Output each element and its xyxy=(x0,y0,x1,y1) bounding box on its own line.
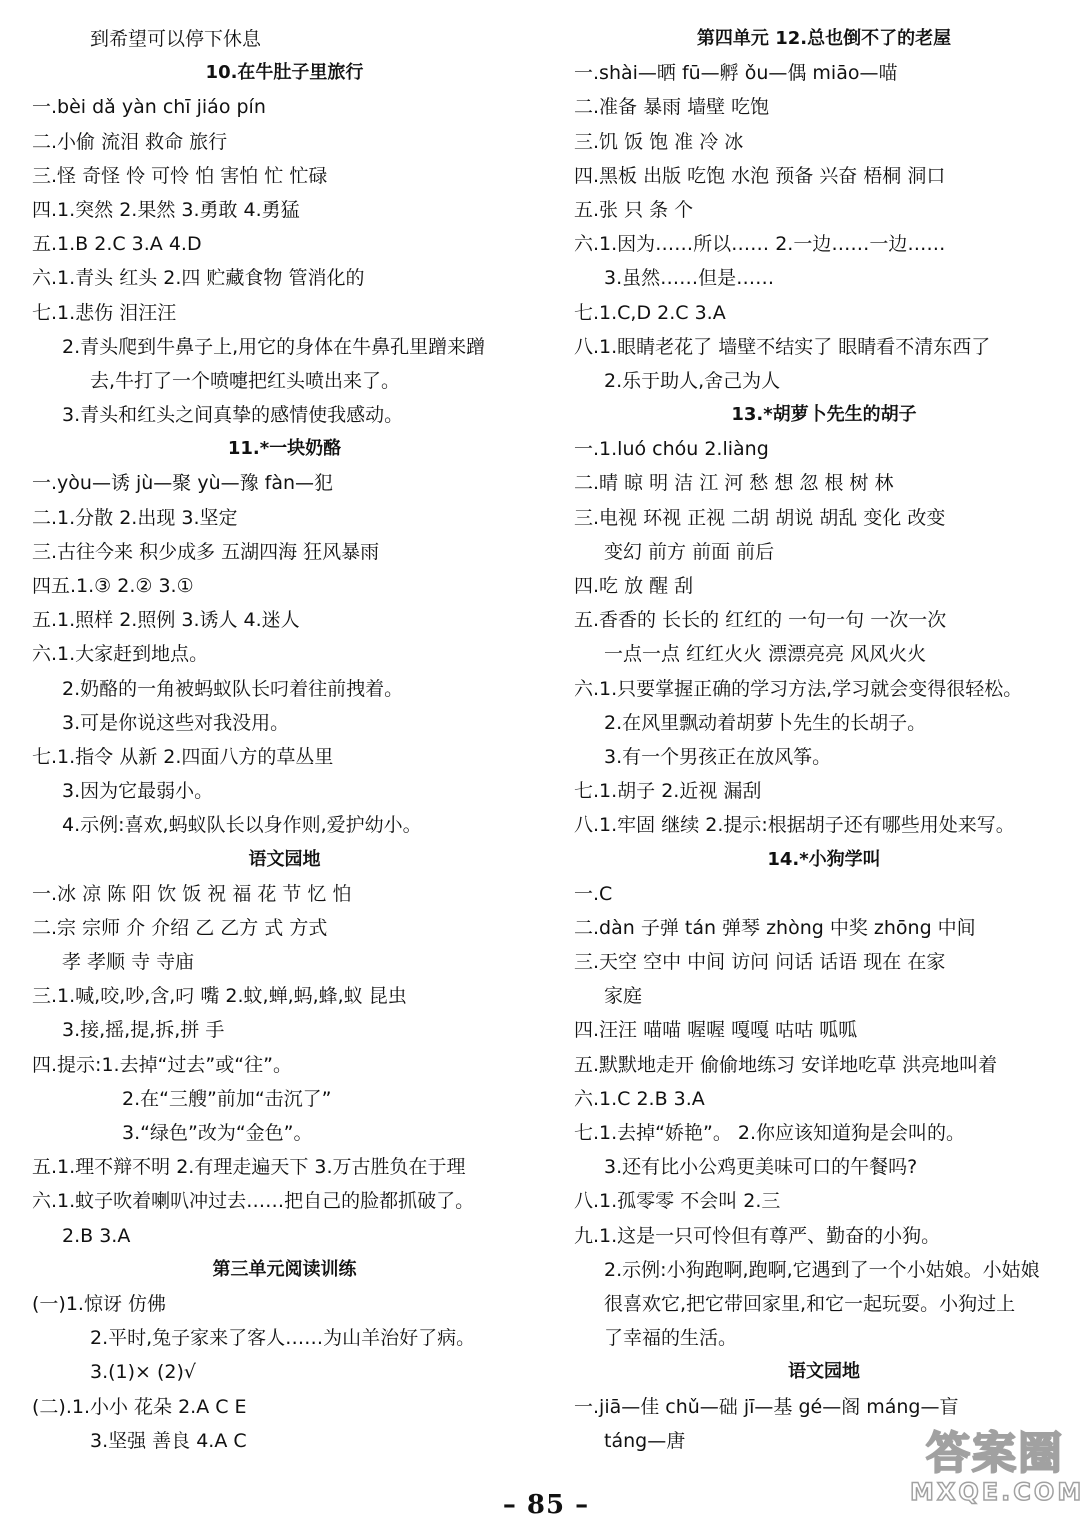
answer-line: 一.yòu—诱 jù—聚 yù—豫 fàn—犯 xyxy=(32,472,334,495)
answer-line: 七.1.指令 从新 2.四面八方的草丛里 xyxy=(32,745,334,768)
answer-line: 2.在风里飘动着胡萝卜先生的长胡子。 xyxy=(604,711,927,734)
section-heading: 语文园地 xyxy=(788,1361,860,1383)
answer-line: 四.提示:1.去掉“过去”或“往”。 xyxy=(32,1053,292,1076)
section-heading: 第四单元 12.总也倒不了的老屋 xyxy=(696,28,952,49)
answer-line: 六.1.大家赶到地点。 xyxy=(32,643,209,666)
answer-line: 三.1.喊,咬,吵,含,叼 嘴 2.蚊,蝉,蚂,蜂,蚁 昆虫 xyxy=(32,985,407,1008)
answer-line: 三.饥 饭 饱 准 冷 冰 xyxy=(574,130,744,153)
watermark-en: MXQE.COM xyxy=(910,1478,1085,1506)
answer-line: 二.宗 宗师 介 介绍 乙 乙方 式 方式 xyxy=(32,916,328,939)
answer-line: 五.默默地走开 偷偷地练习 安详地吃草 洪亮地叫着 xyxy=(574,1053,998,1076)
answer-line: 2.乐于助人,舍己为人 xyxy=(604,369,781,392)
section-heading: 13.*胡萝卜先生的胡子 xyxy=(731,404,917,426)
section-heading: 语文园地 xyxy=(248,848,321,870)
answer-line: 到希望可以停下休息 xyxy=(90,28,262,50)
answer-line: 五.1.照样 2.照例 3.诱人 4.迷人 xyxy=(32,609,300,632)
answer-line: 一.冰 凉 陈 阳 饮 饭 祝 福 花 节 忆 怕 xyxy=(32,882,352,905)
answer-line: 2.平时,兔子家来了客人……为山羊治好了病。 xyxy=(90,1327,476,1350)
watermark-cn: 答案圈 xyxy=(926,1428,1064,1479)
answer-line: 八.1.牢固 继续 2.提示:根据胡子还有哪些用处来写。 xyxy=(574,814,1015,837)
answer-line: 一.jiā—佳 chǔ—础 jī—基 gé—阁 máng—盲 xyxy=(574,1395,959,1418)
answer-line: 四.黑板 出版 吃饱 水泡 预备 兴奋 梧桐 洞口 xyxy=(574,164,946,187)
section-heading: 14.*小狗学叫 xyxy=(767,848,881,870)
answer-line: 七.1.C,D 2.C 3.A xyxy=(574,301,726,324)
answer-line: 八.1.眼睛老花了 墙壁不结实了 眼睛看不清东西了 xyxy=(574,335,991,358)
answer-line: 二.小偷 流泪 救命 旅行 xyxy=(32,130,228,153)
answer-line: 四五.1.③ 2.② 3.① xyxy=(32,575,194,597)
answer-line: 六.1.C 2.B 3.A xyxy=(574,1087,705,1110)
answer-line: 4.示例:喜欢,蚂蚁队长以身作则,爱护幼小。 xyxy=(62,814,422,837)
answer-line: 一点一点 红红火火 漂漂亮亮 风风火火 xyxy=(604,643,927,666)
answer-line: 二.准备 暴雨 墙壁 吃饱 xyxy=(574,96,770,119)
answer-line: 3.接,摇,提,拆,拼 手 xyxy=(62,1019,225,1042)
answer-line: 3.(1)× (2)√ xyxy=(90,1361,197,1384)
answer-line: 2.在“三艘”前加“击沉了” xyxy=(122,1087,332,1110)
watermark-logo xyxy=(910,1428,1085,1518)
answer-line: 一.bèi dǎ yàn chī jiáo pín xyxy=(32,96,266,119)
answer-line: 去,牛打了一个喷嚏把红头喷出来了。 xyxy=(90,369,401,392)
answer-line: (一)1.惊讶 仿佛 xyxy=(32,1292,166,1315)
answer-line: 六.1.蚊子吹着喇叭冲过去……把自己的脸都抓破了。 xyxy=(32,1190,475,1213)
answer-line: 3.因为它最弱小。 xyxy=(62,780,214,803)
answer-line: 3.还有比小公鸡更美味可口的午餐吗? xyxy=(604,1156,918,1179)
answer-line: 三.天空 空中 中间 访问 问话 话语 现在 在家 xyxy=(574,951,946,974)
answer-line: 二.1.分散 2.出现 3.坚定 xyxy=(32,506,238,529)
answer-line: 四.吃 放 醒 刮 xyxy=(574,575,694,597)
page-number: – 85 – xyxy=(502,1490,590,1520)
answer-line: 九.1.这是一只可怜但有尊严、勤奋的小狗。 xyxy=(574,1224,941,1247)
answer-line: 三.电视 环视 正视 二胡 胡说 胡乱 变化 改变 xyxy=(574,506,946,529)
answer-line: 二.dàn 子弹 tán 弹琴 zhòng 中奖 zhōng 中间 xyxy=(574,916,976,939)
answer-line: 2.奶酪的一角被蚂蚁队长叼着往前拽着。 xyxy=(62,677,404,700)
answer-line: 六.1.因为……所以…… 2.一边……一边…… xyxy=(574,233,946,256)
answer-line: 2.示例:小狗跑啊,跑啊,它遇到了一个小姑娘。小姑娘 xyxy=(604,1258,1040,1281)
section-heading: 第三单元阅读训练 xyxy=(212,1258,357,1280)
answer-line: 2.青头爬到牛鼻子上,用它的身体在牛鼻孔里蹭来蹭 xyxy=(62,335,486,358)
answer-line: 七.1.胡子 2.近视 漏刮 xyxy=(574,780,762,803)
answer-line: 了幸福的生活。 xyxy=(604,1327,738,1350)
answer-line: 七.1.悲伤 泪汪汪 xyxy=(32,301,177,324)
section-heading: 10.在牛肚子里旅行 xyxy=(205,62,364,84)
answer-line: 七.1.去掉“娇艳”。 2.你应该知道狗是会叫的。 xyxy=(574,1122,966,1144)
answer-line: 八.1.孤零零 不会叫 2.三 xyxy=(574,1190,781,1213)
answer-line: 一.C xyxy=(574,882,613,905)
answer-line: 2.B 3.A xyxy=(62,1224,131,1247)
answer-line: 3.青头和红头之间真挚的感情使我感动。 xyxy=(62,404,404,427)
answer-line: 六.1.只要掌握正确的学习方法,学习就会变得很轻松。 xyxy=(574,677,1023,700)
answer-line: 一.1.luó chóu 2.liàng xyxy=(574,438,769,461)
answer-line: táng—唐 xyxy=(604,1429,686,1452)
answer-line: 3.坚强 善良 4.A C xyxy=(90,1429,247,1452)
answer-line: 三.怪 奇怪 怜 可怜 怕 害怕 忙 忙碌 xyxy=(32,164,328,187)
answer-line: 很喜欢它,把它带回家里,和它一起玩耍。小狗过上 xyxy=(604,1292,1016,1315)
answer-line: 家庭 xyxy=(604,985,643,1008)
answer-line: 3.可是你说这些对我没用。 xyxy=(62,711,290,734)
answer-line: 二.晴 晾 明 洁 江 河 愁 想 忽 根 树 林 xyxy=(574,472,894,495)
right-column xyxy=(574,22,1074,1458)
answer-line: 五.1.理不辩不明 2.有理走遍天下 3.万古胜负在于理 xyxy=(32,1156,466,1179)
answer-line: 变幻 前方 前面 前后 xyxy=(604,540,775,563)
answer-line: (二).1.小小 花朵 2.A C E xyxy=(32,1395,247,1418)
answer-line: 五.香香的 长长的 红红的 一句一句 一次一次 xyxy=(574,609,947,632)
answer-line: 孝 孝顺 寺 寺庙 xyxy=(62,951,195,974)
answer-line: 3.虽然……但是…… xyxy=(604,267,775,290)
answer-line: 四.汪汪 喵喵 喔喔 嘎嘎 咕咕 呱呱 xyxy=(574,1019,858,1042)
answer-line: 四.1.突然 2.果然 3.勇敢 4.勇猛 xyxy=(32,198,300,221)
answer-line: 三.古往今来 积少成多 五湖四海 狂风暴雨 xyxy=(32,540,380,563)
answer-line: 一.shài—晒 fū—孵 ǒu—偶 miāo—喵 xyxy=(574,62,898,85)
answer-line: 五.1.B 2.C 3.A 4.D xyxy=(32,233,202,256)
answer-line: 五.张 只 条 个 xyxy=(574,198,694,221)
left-column xyxy=(32,22,537,1458)
answer-line: 3.“绿色”改为“金色”。 xyxy=(122,1122,313,1144)
section-heading: 11.*一块奶酪 xyxy=(227,438,342,460)
answer-line: 六.1.青头 红头 2.四 贮藏食物 管消化的 xyxy=(32,267,365,290)
answer-line: 3.有一个男孩正在放风筝。 xyxy=(604,745,832,768)
